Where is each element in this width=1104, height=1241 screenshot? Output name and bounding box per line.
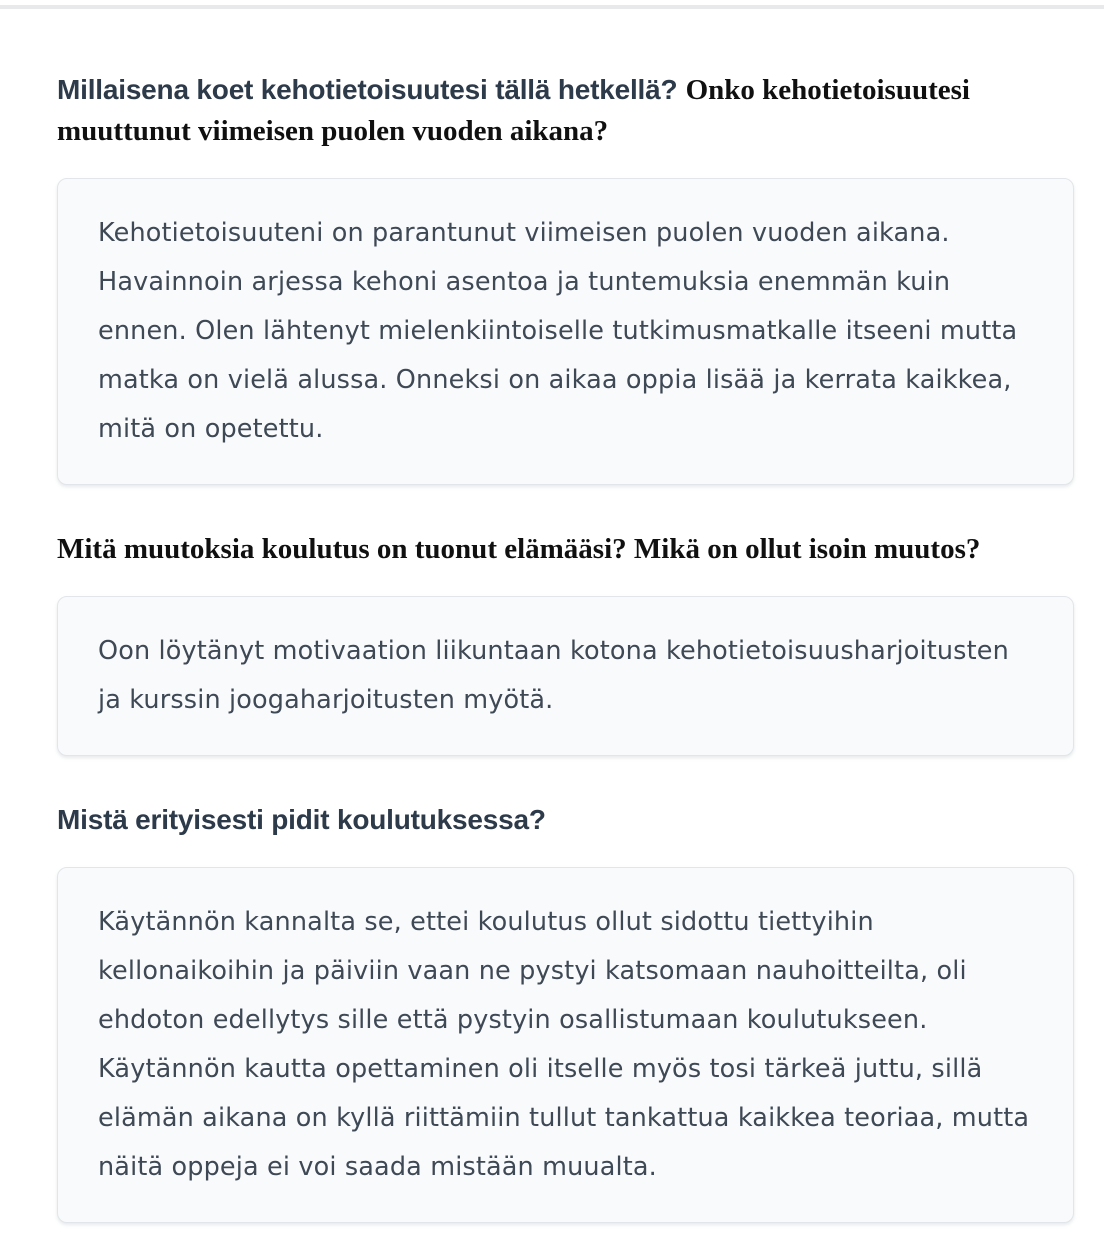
answer-box	[57, 867, 1074, 1223]
question-heading	[57, 529, 1074, 570]
question-text-sans: Millaisena koet kehotietoisuutesi tällä hetkellä?	[57, 74, 678, 105]
question-text-serif: Onko kehotietoisuutesi muuttunut viimeisen puolen vuoden aikana?	[57, 74, 970, 147]
answer-box	[57, 596, 1074, 756]
answer-text: Käytännön kannalta se, ettei koulutus ollut sidottu tiettyihin kellonaikoihin ja päiviin vaan ne pystyi katsomaan nauhoitteilta, oli ehdoton edellytys sille että pystyin osallistumaan koulutukseen. Käytännön kautta opettaminen oli itselle myös tosi tärkeä juttu, sillä elämän aikana on kyllä riittämiin tullut tankattua kaikkea teoriaa, mutta näitä oppeja ei voi saada mistään muualta.	[98, 907, 1030, 1182]
qa-list	[57, 0, 1074, 1223]
question-text-sans: Mistä erityisesti pidit koulutuksessa?	[57, 804, 546, 835]
qa-block	[57, 70, 1074, 485]
answer-box	[57, 178, 1074, 485]
answer-text: Oon löytänyt motivaation liikuntaan kotona kehotietoisuusharjoitusten ja kurssin joogaharjoitusten myötä.	[98, 636, 1009, 715]
qa-block	[57, 800, 1074, 1223]
answer-text: Kehotietoisuuteni on parantunut viimeisen puolen vuoden aikana. Havainnoin arjessa kehoni asentoa ja tuntemuksia enemmän kuin ennen. Olen lähtenyt mielenkiintoiselle tutkimusmatkalle itseeni mutta matka on vielä alussa. Onneksi on aikaa oppia lisää ja kerrata kaikkea, mitä on opetettu.	[98, 218, 1018, 444]
question-heading	[57, 70, 1074, 152]
question-text-serif: Mitä muutoksia koulutus on tuonut elämääsi? Mikä on ollut isoin muutos?	[57, 533, 981, 565]
question-heading	[57, 800, 1074, 841]
qa-block	[57, 529, 1074, 756]
